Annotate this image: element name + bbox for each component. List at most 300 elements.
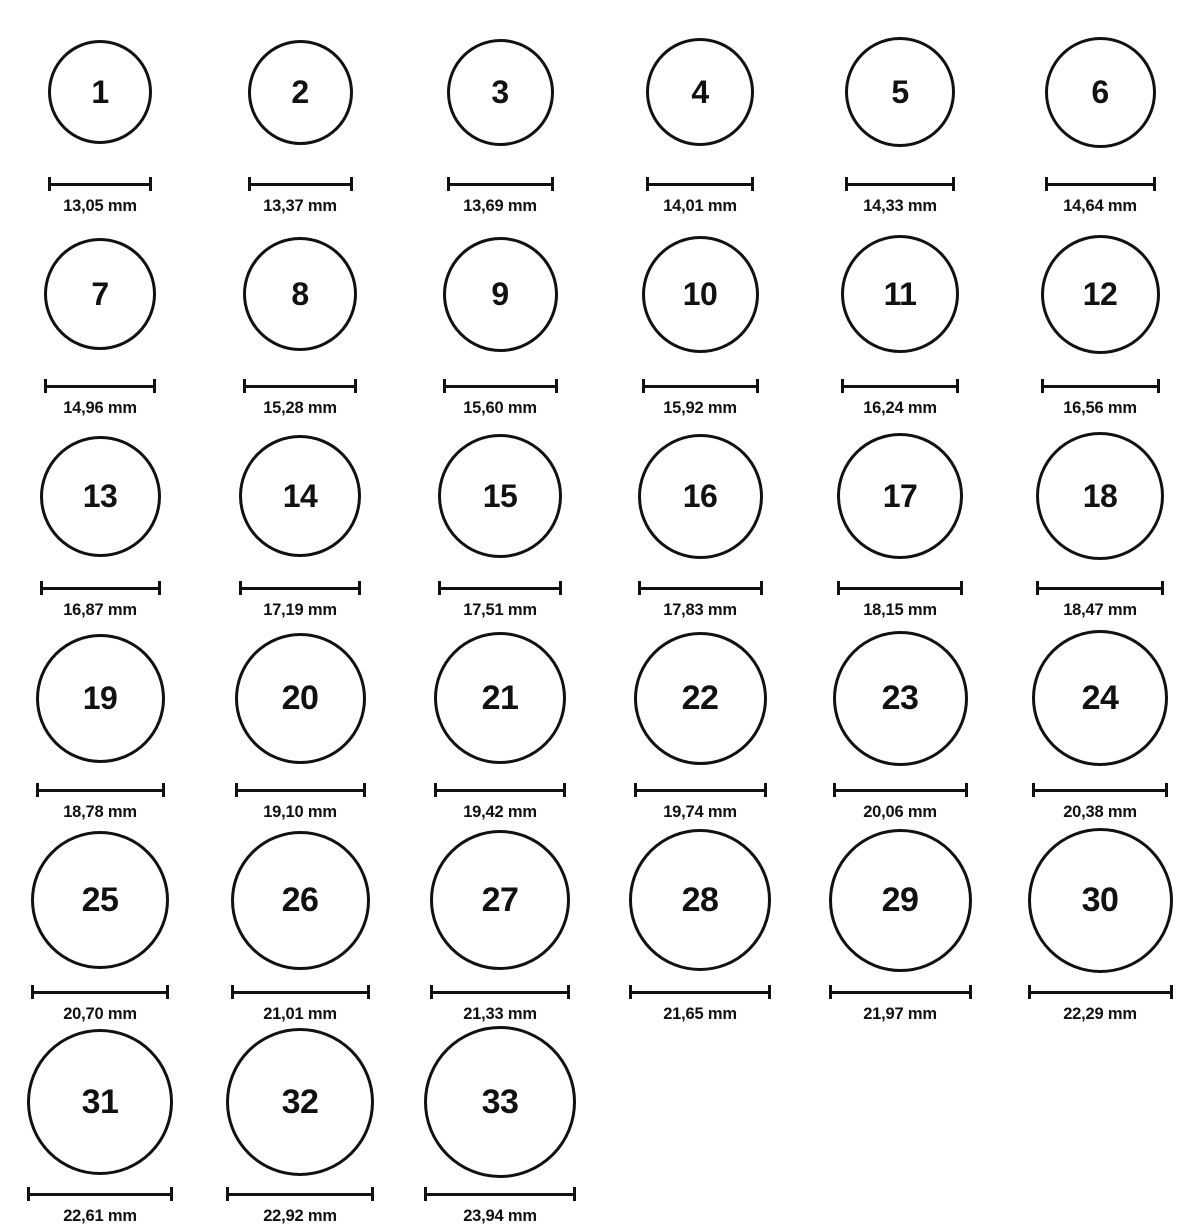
diameter-measure-bar	[634, 783, 767, 797]
ring-size-number: 4	[691, 74, 709, 110]
ring-size-cell	[0, 620, 200, 822]
ring-circle-wrap	[837, 418, 963, 574]
measure-tick-left	[845, 177, 848, 191]
ring-size-cell	[800, 216, 1000, 418]
diameter-label: 19,42 mm	[463, 803, 537, 821]
measure-line	[231, 991, 370, 994]
diameter-measure-bar	[833, 783, 968, 797]
measure-tick-left	[44, 379, 47, 393]
measure-tick-left	[1036, 581, 1039, 595]
measure-tick-left	[1028, 985, 1031, 999]
measure-tick-left	[248, 177, 251, 191]
size-row	[0, 216, 1200, 418]
measure-tick-right	[567, 985, 570, 999]
ring-circle	[634, 632, 767, 765]
measure-line	[1036, 587, 1164, 590]
ring-circle	[629, 829, 771, 971]
diameter-label: 16,24 mm	[863, 399, 937, 417]
ring-size-cell	[600, 822, 800, 1024]
ring-circle	[239, 435, 361, 557]
ring-size-number: 2	[291, 74, 309, 110]
measure-tick-right	[170, 1187, 173, 1201]
measure-tick-left	[1032, 783, 1035, 797]
diameter-label: 17,51 mm	[463, 601, 537, 619]
ring-circle-wrap	[845, 14, 955, 170]
measure-tick-right	[555, 379, 558, 393]
ring-size-cell	[400, 1024, 600, 1226]
measure-tick-left	[829, 985, 832, 999]
measure-tick-left	[27, 1187, 30, 1201]
ring-circle	[36, 634, 165, 763]
ring-size-number: 9	[491, 276, 509, 312]
ring-size-number: 29	[881, 881, 919, 919]
ring-size-number: 14	[282, 478, 318, 514]
measure-tick-right	[363, 783, 366, 797]
measure-tick-left	[36, 783, 39, 797]
diameter-measure-bar	[36, 783, 165, 797]
diameter-label: 14,64 mm	[1063, 197, 1137, 215]
measure-line	[447, 183, 554, 186]
ring-circle	[44, 238, 156, 350]
measure-line	[243, 385, 357, 388]
ring-size-number: 16	[682, 478, 718, 514]
diameter-measure-bar	[31, 985, 169, 999]
ring-size-cell	[1000, 822, 1200, 1024]
diameter-label: 20,06 mm	[863, 803, 937, 821]
diameter-label: 14,33 mm	[863, 197, 937, 215]
ring-size-cell	[400, 14, 600, 216]
ring-circle-wrap	[1028, 822, 1173, 978]
measure-line	[424, 1193, 576, 1196]
ring-circle	[248, 40, 353, 145]
ring-circle-wrap	[44, 216, 156, 372]
ring-circle-wrap	[239, 418, 361, 574]
ring-circle	[845, 37, 955, 147]
measure-tick-right	[751, 177, 754, 191]
ring-circle	[40, 436, 161, 557]
measure-tick-left	[837, 581, 840, 595]
ring-circle-wrap	[424, 1024, 576, 1180]
measure-tick-right	[1161, 581, 1164, 595]
measure-line	[239, 587, 361, 590]
ring-circle	[841, 235, 959, 353]
measure-line	[837, 587, 963, 590]
diameter-measure-bar	[248, 177, 353, 191]
ring-size-number: 22	[681, 679, 719, 717]
measure-tick-right	[1165, 783, 1168, 797]
ring-circle-wrap	[231, 822, 370, 978]
ring-size-cell	[0, 418, 200, 620]
ring-circle	[1041, 235, 1160, 354]
diameter-measure-bar	[443, 379, 558, 393]
diameter-label: 14,96 mm	[63, 399, 137, 417]
ring-size-cell	[200, 1024, 400, 1226]
diameter-label: 17,19 mm	[263, 601, 337, 619]
ring-size-cell	[200, 822, 400, 1024]
ring-circle-wrap	[447, 14, 554, 170]
ring-circle	[424, 1026, 576, 1178]
diameter-measure-bar	[646, 177, 754, 191]
measure-line	[1032, 789, 1168, 792]
diameter-label: 22,92 mm	[263, 1207, 337, 1225]
measure-tick-right	[1157, 379, 1160, 393]
diameter-measure-bar	[40, 581, 161, 595]
diameter-label: 22,61 mm	[63, 1207, 137, 1225]
measure-tick-right	[952, 177, 955, 191]
ring-size-cell	[600, 216, 800, 418]
diameter-measure-bar	[243, 379, 357, 393]
measure-tick-right	[956, 379, 959, 393]
ring-circle-wrap	[841, 216, 959, 372]
measure-tick-left	[40, 581, 43, 595]
size-row	[0, 418, 1200, 620]
measure-line	[634, 789, 767, 792]
diameter-label: 18,47 mm	[1063, 601, 1137, 619]
ring-size-cell	[1000, 216, 1200, 418]
ring-size-number: 20	[281, 679, 319, 717]
measure-line	[1028, 991, 1173, 994]
diameter-label: 19,10 mm	[263, 803, 337, 821]
measure-tick-right	[1153, 177, 1156, 191]
ring-size-number: 24	[1081, 679, 1119, 717]
ring-size-cell	[1000, 418, 1200, 620]
ring-circle-wrap	[642, 216, 759, 372]
diameter-measure-bar	[629, 985, 771, 999]
diameter-measure-bar	[1028, 985, 1173, 999]
ring-size-cell	[0, 1024, 200, 1226]
diameter-measure-bar	[434, 783, 566, 797]
measure-tick-left	[231, 985, 234, 999]
ring-circle-wrap	[40, 418, 161, 574]
ring-circle-wrap	[833, 620, 968, 776]
diameter-label: 21,97 mm	[863, 1005, 937, 1023]
ring-size-number: 10	[682, 276, 718, 312]
diameter-label: 20,70 mm	[63, 1005, 137, 1023]
size-row	[0, 620, 1200, 822]
measure-tick-left	[226, 1187, 229, 1201]
ring-circle	[1045, 37, 1156, 148]
measure-line	[235, 789, 366, 792]
measure-tick-right	[354, 379, 357, 393]
measure-line	[629, 991, 771, 994]
measure-tick-left	[841, 379, 844, 393]
ring-circle-wrap	[646, 14, 754, 170]
measure-line	[829, 991, 972, 994]
diameter-measure-bar	[235, 783, 366, 797]
ring-circle	[829, 829, 972, 972]
measure-tick-left	[1041, 379, 1044, 393]
measure-tick-right	[563, 783, 566, 797]
ring-size-cell	[800, 418, 1000, 620]
measure-line	[36, 789, 165, 792]
measure-line	[248, 183, 353, 186]
ring-circle-wrap	[430, 822, 570, 978]
diameter-label: 15,92 mm	[663, 399, 737, 417]
ring-size-number: 11	[883, 276, 917, 312]
ring-circle	[1036, 432, 1164, 560]
measure-tick-left	[634, 783, 637, 797]
ring-size-number: 25	[81, 881, 119, 919]
measure-tick-left	[447, 177, 450, 191]
diameter-label: 22,29 mm	[1063, 1005, 1137, 1023]
measure-line	[443, 385, 558, 388]
measure-tick-right	[965, 783, 968, 797]
diameter-label: 18,15 mm	[863, 601, 937, 619]
ring-circle-wrap	[235, 620, 366, 776]
ring-size-cell	[200, 14, 400, 216]
diameter-measure-bar	[837, 581, 963, 595]
diameter-label: 16,87 mm	[63, 601, 137, 619]
measure-tick-left	[646, 177, 649, 191]
ring-size-cell	[200, 216, 400, 418]
measure-tick-left	[833, 783, 836, 797]
ring-size-cell	[800, 14, 1000, 216]
ring-size-cell	[400, 620, 600, 822]
diameter-label: 17,83 mm	[663, 601, 737, 619]
ring-size-cell	[600, 418, 800, 620]
ring-size-number: 19	[82, 680, 118, 716]
diameter-label: 21,65 mm	[663, 1005, 737, 1023]
measure-tick-left	[1045, 177, 1048, 191]
ring-circle-wrap	[434, 620, 566, 776]
ring-circle-wrap	[634, 620, 767, 776]
measure-line	[1045, 183, 1156, 186]
ring-size-cell	[0, 822, 200, 1024]
diameter-label: 23,94 mm	[463, 1207, 537, 1225]
ring-circle-wrap	[48, 14, 152, 170]
ring-size-number: 3	[491, 74, 509, 110]
measure-line	[430, 991, 570, 994]
ring-size-number: 8	[291, 276, 309, 312]
ring-size-number: 28	[681, 881, 719, 919]
ring-circle	[646, 38, 754, 146]
measure-tick-left	[642, 379, 645, 393]
diameter-measure-bar	[447, 177, 554, 191]
diameter-label: 15,60 mm	[463, 399, 537, 417]
diameter-measure-bar	[829, 985, 972, 999]
ring-circle	[833, 631, 968, 766]
diameter-label: 21,33 mm	[463, 1005, 537, 1023]
measure-tick-right	[768, 985, 771, 999]
ring-size-cell	[400, 418, 600, 620]
ring-circle	[443, 237, 558, 352]
ring-size-number: 23	[881, 679, 919, 717]
ring-size-number: 12	[1082, 276, 1118, 312]
diameter-measure-bar	[845, 177, 955, 191]
diameter-measure-bar	[438, 581, 562, 595]
size-row	[0, 1024, 1200, 1226]
measure-tick-right	[367, 985, 370, 999]
diameter-label: 20,38 mm	[1063, 803, 1137, 821]
ring-circle	[31, 831, 169, 969]
ring-circle-wrap	[1045, 14, 1156, 170]
measure-tick-left	[438, 581, 441, 595]
ring-size-cell	[400, 216, 600, 418]
measure-tick-left	[48, 177, 51, 191]
diameter-measure-bar	[1032, 783, 1168, 797]
ring-circle-wrap	[829, 822, 972, 978]
ring-circle-wrap	[31, 822, 169, 978]
measure-tick-right	[760, 581, 763, 595]
ring-size-number: 31	[81, 1083, 119, 1121]
ring-circle-wrap	[438, 418, 562, 574]
ring-size-cell	[0, 216, 200, 418]
ring-size-number: 30	[1081, 881, 1119, 919]
ring-size-number: 33	[481, 1083, 519, 1121]
diameter-label: 13,05 mm	[63, 197, 137, 215]
ring-size-number: 21	[481, 679, 519, 717]
diameter-measure-bar	[48, 177, 152, 191]
ring-size-cell	[400, 822, 600, 1024]
ring-circle	[226, 1028, 374, 1176]
ring-circle	[27, 1029, 173, 1175]
ring-circle	[1028, 828, 1173, 973]
ring-circle-wrap	[36, 620, 165, 776]
ring-circle-wrap	[1041, 216, 1160, 372]
measure-tick-right	[149, 177, 152, 191]
measure-tick-left	[638, 581, 641, 595]
ring-size-cell	[1000, 620, 1200, 822]
ring-circle-wrap	[1032, 620, 1168, 776]
measure-tick-right	[551, 177, 554, 191]
measure-tick-right	[371, 1187, 374, 1201]
measure-tick-right	[969, 985, 972, 999]
ring-size-number: 26	[281, 881, 319, 919]
ring-size-cell	[600, 14, 800, 216]
ring-circle	[235, 633, 366, 764]
ring-circle	[1032, 630, 1168, 766]
diameter-measure-bar	[642, 379, 759, 393]
measure-tick-right	[358, 581, 361, 595]
ring-circle-wrap	[243, 216, 357, 372]
measure-line	[40, 587, 161, 590]
measure-tick-right	[1170, 985, 1173, 999]
measure-tick-right	[158, 581, 161, 595]
ring-circle	[48, 40, 152, 144]
diameter-measure-bar	[226, 1187, 374, 1201]
diameter-label: 14,01 mm	[663, 197, 737, 215]
ring-size-number: 13	[82, 478, 118, 514]
ring-size-cell	[200, 620, 400, 822]
diameter-label: 13,37 mm	[263, 197, 337, 215]
measure-tick-left	[31, 985, 34, 999]
measure-line	[642, 385, 759, 388]
ring-size-number: 5	[891, 74, 909, 110]
ring-circle-wrap	[248, 14, 353, 170]
measure-line	[646, 183, 754, 186]
measure-tick-right	[756, 379, 759, 393]
ring-size-number: 15	[482, 478, 518, 514]
diameter-measure-bar	[1045, 177, 1156, 191]
diameter-measure-bar	[841, 379, 959, 393]
measure-tick-left	[424, 1187, 427, 1201]
measure-line	[48, 183, 152, 186]
ring-size-number: 18	[1082, 478, 1118, 514]
ring-size-cell	[800, 822, 1000, 1024]
size-row	[0, 822, 1200, 1024]
measure-tick-right	[573, 1187, 576, 1201]
ring-size-number: 27	[481, 881, 519, 919]
measure-tick-left	[434, 783, 437, 797]
diameter-measure-bar	[1036, 581, 1164, 595]
measure-tick-left	[239, 581, 242, 595]
diameter-label: 13,69 mm	[463, 197, 537, 215]
measure-line	[27, 1193, 173, 1196]
diameter-measure-bar	[27, 1187, 173, 1201]
ring-size-cell	[800, 620, 1000, 822]
ring-circle-wrap	[27, 1024, 173, 1180]
diameter-measure-bar	[239, 581, 361, 595]
measure-line	[44, 385, 156, 388]
diameter-measure-bar	[638, 581, 763, 595]
diameter-label: 16,56 mm	[1063, 399, 1137, 417]
measure-tick-left	[430, 985, 433, 999]
ring-circle-wrap	[1036, 418, 1164, 574]
diameter-measure-bar	[424, 1187, 576, 1201]
ring-size-number: 17	[882, 478, 918, 514]
ring-size-number: 1	[91, 74, 109, 110]
ring-size-number: 6	[1091, 74, 1109, 110]
measure-tick-right	[960, 581, 963, 595]
measure-tick-right	[764, 783, 767, 797]
ring-size-cell	[600, 620, 800, 822]
ring-circle-wrap	[629, 822, 771, 978]
ring-circle	[638, 434, 763, 559]
measure-line	[1041, 385, 1160, 388]
measure-line	[434, 789, 566, 792]
ring-circle-wrap	[443, 216, 558, 372]
measure-tick-left	[243, 379, 246, 393]
measure-tick-right	[350, 177, 353, 191]
ring-size-cell	[200, 418, 400, 620]
size-row	[0, 14, 1200, 216]
ring-circle-wrap	[638, 418, 763, 574]
ring-circle	[231, 831, 370, 970]
measure-tick-right	[153, 379, 156, 393]
ring-size-number: 7	[91, 276, 109, 312]
diameter-label: 19,74 mm	[663, 803, 737, 821]
ring-size-number: 32	[281, 1083, 319, 1121]
diameter-label: 21,01 mm	[263, 1005, 337, 1023]
measure-line	[438, 587, 562, 590]
measure-line	[31, 991, 169, 994]
ring-circle	[243, 237, 357, 351]
measure-tick-right	[162, 783, 165, 797]
measure-tick-left	[235, 783, 238, 797]
measure-line	[833, 789, 968, 792]
ring-circle	[447, 39, 554, 146]
ring-circle	[438, 434, 562, 558]
ring-circle	[837, 433, 963, 559]
diameter-measure-bar	[1041, 379, 1160, 393]
ring-size-cell	[0, 14, 200, 216]
diameter-label: 18,78 mm	[63, 803, 137, 821]
diameter-measure-bar	[44, 379, 156, 393]
ring-circle	[434, 632, 566, 764]
measure-tick-right	[166, 985, 169, 999]
measure-line	[638, 587, 763, 590]
measure-tick-right	[559, 581, 562, 595]
ring-circle	[642, 236, 759, 353]
diameter-measure-bar	[430, 985, 570, 999]
diameter-label: 15,28 mm	[263, 399, 337, 417]
measure-tick-left	[629, 985, 632, 999]
ring-size-cell	[1000, 14, 1200, 216]
measure-tick-left	[443, 379, 446, 393]
measure-line	[226, 1193, 374, 1196]
ring-circle-wrap	[226, 1024, 374, 1180]
ring-circle	[430, 830, 570, 970]
